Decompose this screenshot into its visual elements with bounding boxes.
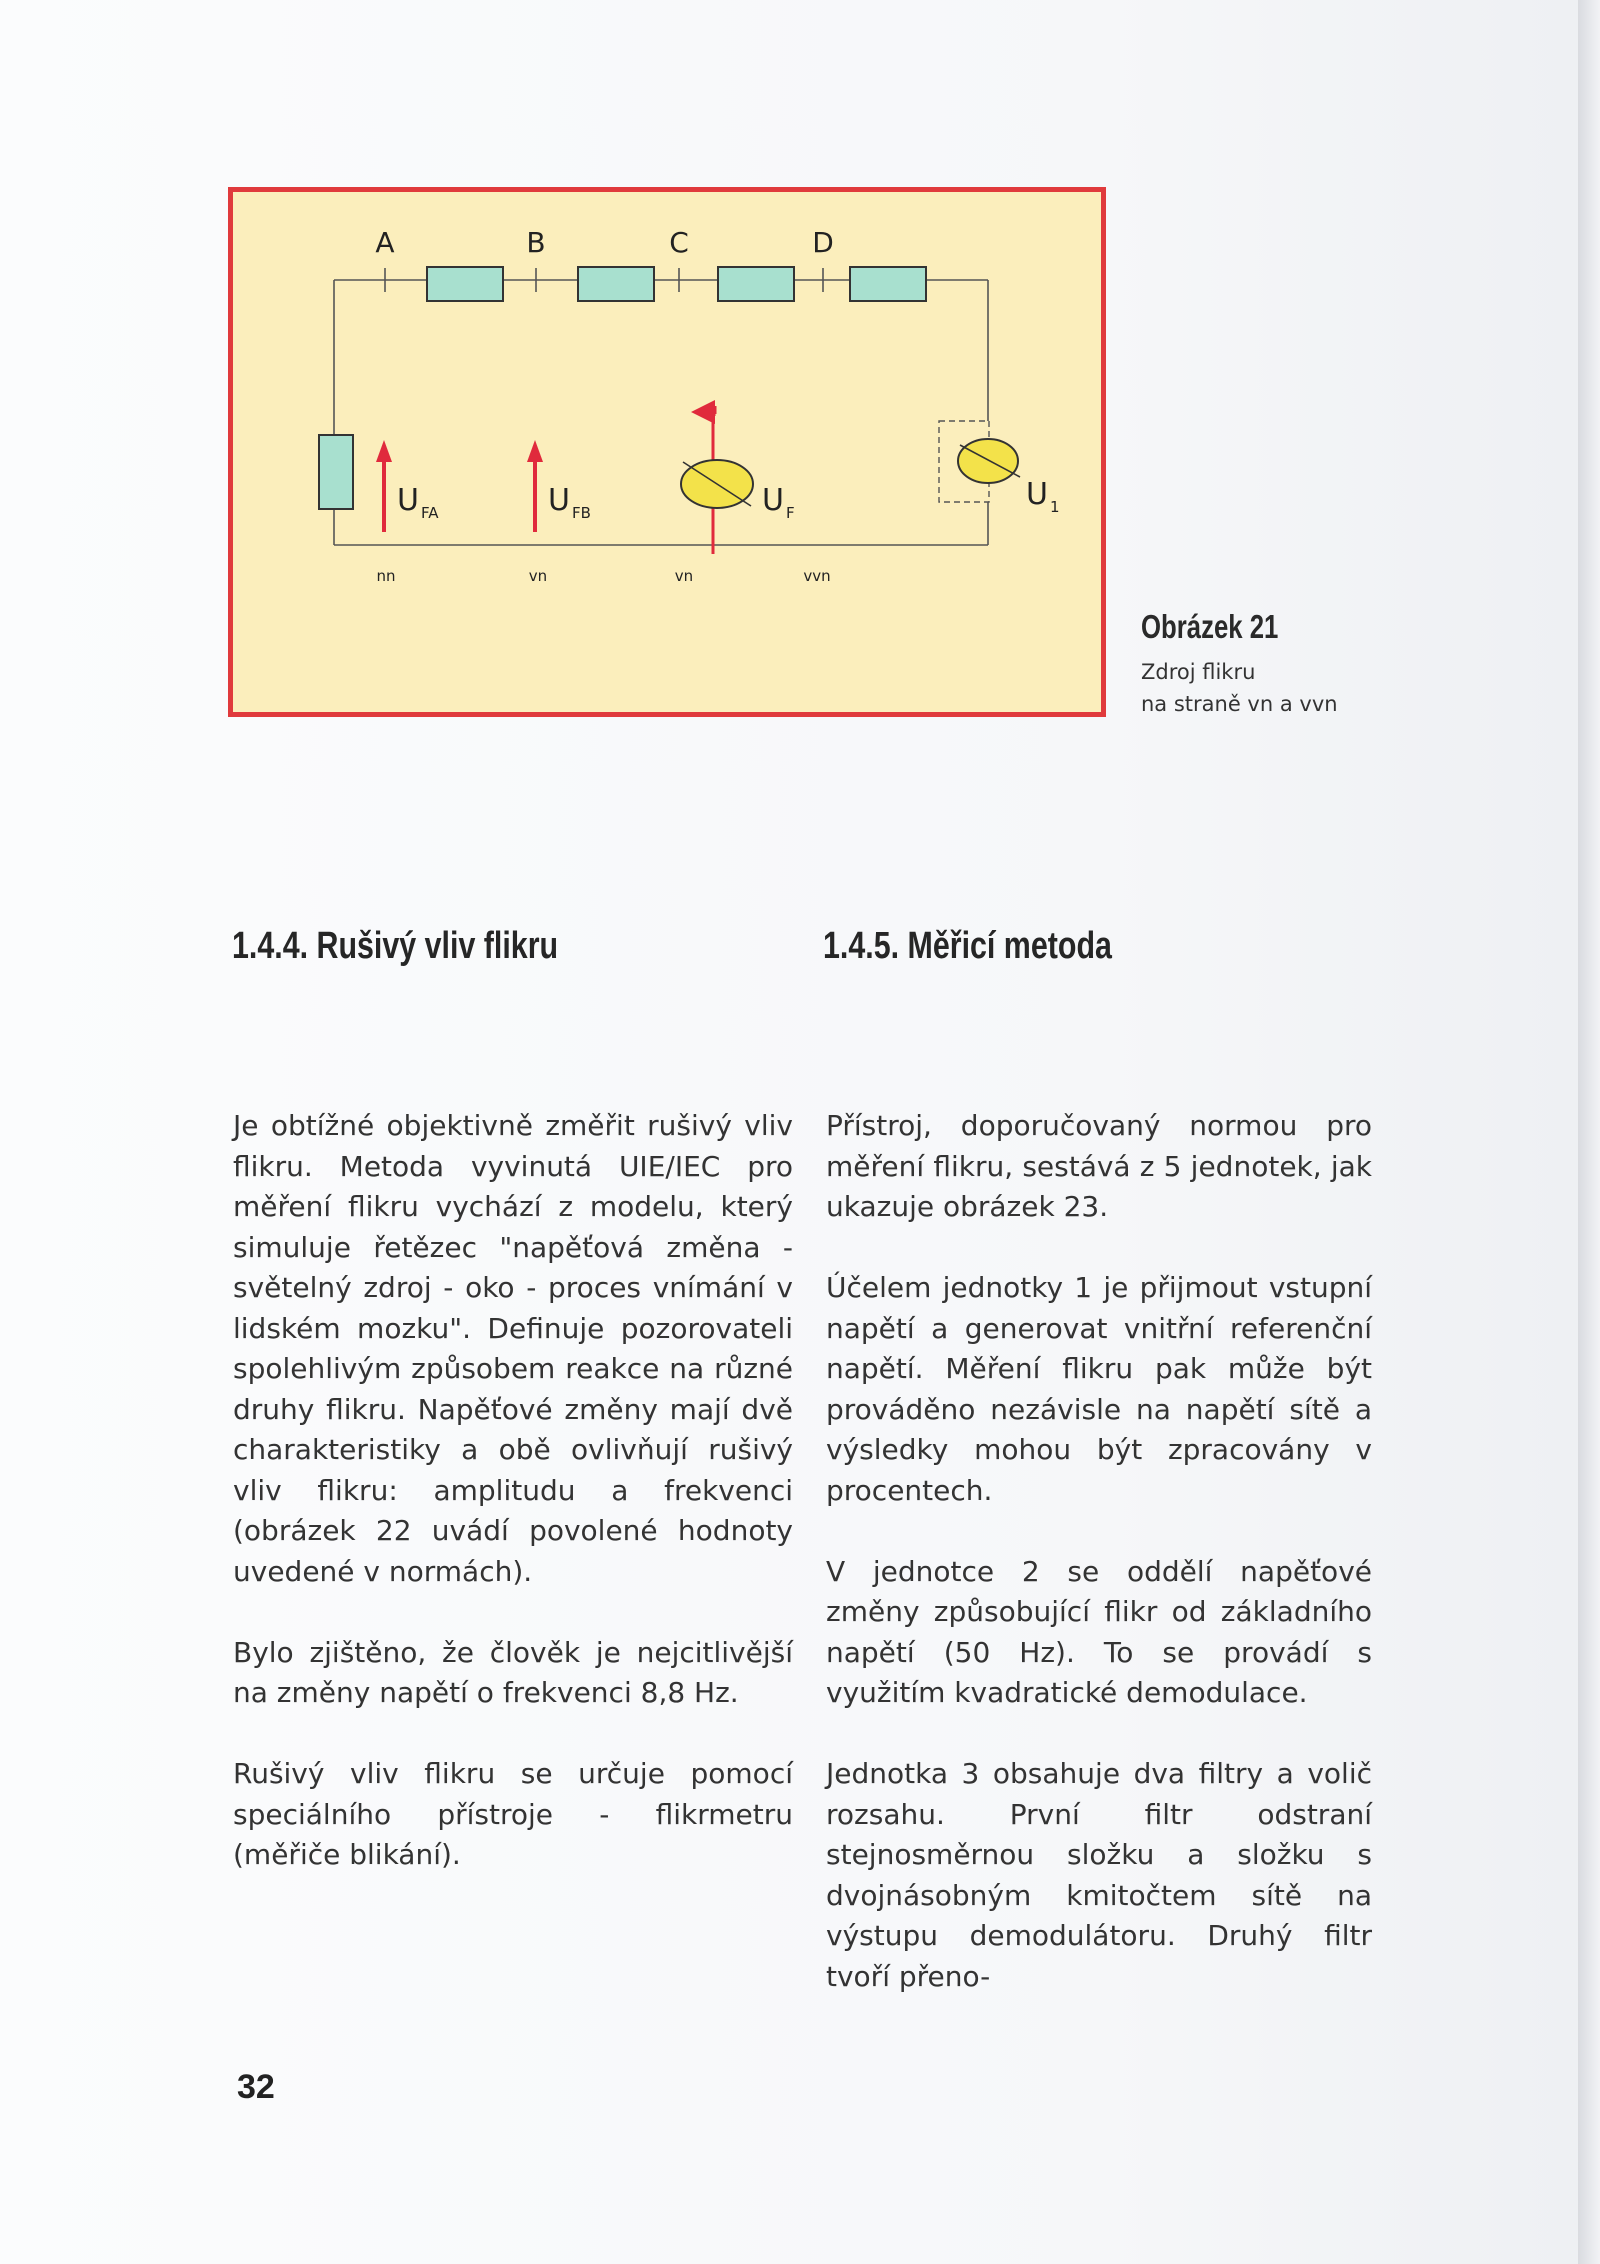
caption-line-1: Zdroj flikru [1141, 660, 1256, 684]
network-label-vvn: vvn [803, 567, 831, 585]
impedance-cd [718, 267, 794, 301]
right-column [826, 1106, 1372, 2038]
section-heading-1-4-5: 1.4.5. Měřicí metoda [823, 925, 1112, 967]
source-impedance [319, 435, 353, 509]
flicker-source-uf [681, 400, 753, 554]
circuit-diagram [233, 192, 1101, 712]
paragraph: Bylo zjištěno, že člověk je nejcitlivější na změny napětí o frekvenci 8,8 Hz. [233, 1635, 793, 1709]
network-label-vn-1: vn [528, 567, 548, 585]
label-ufb: U $_{FB}$ [548, 483, 591, 522]
node-label-c: C [669, 226, 689, 259]
paragraph: Přístroj, doporučovaný normou pro měření flikru, sestává z 5 jednotek, jak ukazuje obrázek 23. [826, 1109, 1372, 1223]
network-label-vn-2: vn [674, 567, 694, 585]
paragraph: Jednotka 3 obsahuje dva filtry a volič rozsahu. První filtr odstraní stejnosměrnou složku a složku s dvojnásobným kmitočtem sítě na výstupu demodulátoru. Druhý filtr tvoří přeno- [826, 1757, 1372, 1993]
voltage-arrow-ufb [527, 440, 543, 532]
supply-source-u1 [939, 421, 1020, 502]
label-u1: U $_1$ [1026, 477, 1060, 516]
page-number: 32 [237, 2068, 275, 2106]
label-ufa: U $_{FA}$ [397, 483, 439, 522]
figure-21-frame [228, 187, 1106, 717]
caption-title: Obrázek 21 [1141, 608, 1279, 645]
network-label-nn: nn [376, 567, 396, 585]
section-heading-1-4-4: 1.4.4. Rušivý vliv flikru [232, 925, 559, 967]
left-column [233, 1106, 793, 1916]
node-label-a: A [375, 226, 395, 259]
figure-caption [1141, 608, 1441, 720]
paragraph: Účelem jednotky 1 je přijmout vstupní napětí a generovat vnitřní referenční napětí. Měření flikru pak může být prováděno nezávisle na napětí sítě a výsledky mohou být zpracovány v procentech. [826, 1271, 1372, 1507]
voltage-arrow-ufa [376, 440, 392, 532]
impedance-bc [578, 267, 654, 301]
label-uf: U $_F$ [762, 483, 795, 522]
impedance-d-load [850, 267, 926, 301]
page-spine [1578, 0, 1600, 2264]
impedance-ab [427, 267, 503, 301]
paragraph: Je obtížné objektivně změřit rušivý vliv flikru. Metoda vyvinutá UIE/IEC pro měření flikru vychází z modelu, který simuluje řetězec "napěťová změna - světelný zdroj - oko - proces vnímání v lidském mozku". Definuje pozorovateli spolehlivým způsobem reakce na různé druhy flikru. Napěťové změny mají dvě charakteristiky a obě ovlivňují rušivý vliv flikru: amplitudu a frekvenci (obrázek 22 uvádí povolené hodnoty uvedené v normách). [233, 1109, 793, 1588]
paragraph: Rušivý vliv flikru se určuje pomocí speciálního přístroje - flikrmetru (měřiče blikání). [233, 1757, 793, 1871]
node-label-b: B [526, 226, 546, 259]
caption-line-2: na straně vn a vvn [1141, 692, 1338, 716]
node-label-d: D [812, 226, 834, 259]
paragraph: V jednotce 2 se oddělí napěťové změny způsobující flikr od základního napětí (50 Hz). To se provádí s využitím kvadratické demodulace. [826, 1554, 1372, 1709]
